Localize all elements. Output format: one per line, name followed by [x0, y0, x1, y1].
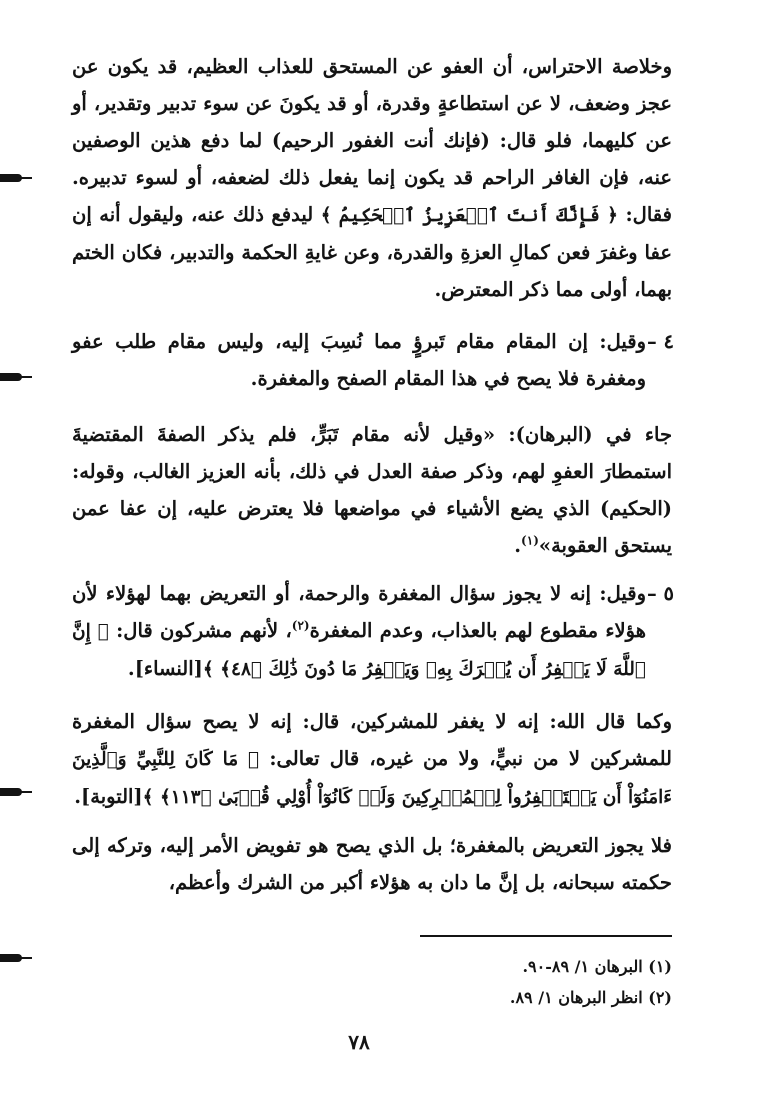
item-number: ٥ –: [646, 582, 674, 605]
item-text: وقيل: إن المقام مقام تَبرؤٍ مما نُسِبَ إليه، وليس مقام طلب عفو ومغفرة فلا يصح في هذا المقام الصفح والمغفرة.: [72, 330, 646, 390]
margin-mark: [0, 373, 22, 381]
quran-verse: ﴿ فَإِنَّكَ أَنتَ ٱلۡعَزِيزُ ٱلۡحَكِيمُ ﴾: [320, 205, 618, 226]
list-item-4: [72, 323, 672, 397]
margin-mark: [0, 174, 22, 182]
margin-mark: [0, 788, 22, 796]
paragraph-text: ليدفع ذلك عنه، وليقول أنه إن عفا وغفرَ فعن كمالِ العزةِ والقدرة، وعن غايةِ الحكمة والتدبير، فكان الختم بهما، أولى مما ذكر المعترض.: [72, 203, 672, 301]
footnote-divider: [420, 935, 672, 937]
item-number: ٤ –: [646, 330, 674, 353]
quran-verse: ﴿ إِنَّ ٱللَّهَ لَا يَغۡفِرُ أَن يُشۡرَكَ بِهِۦ وَيَغۡفِرُ مَا دُونَ ذَٰلِكَ ﴿٤٨﴾ ﴾: [72, 621, 646, 680]
margin-mark: [0, 954, 22, 962]
paragraph-text: جاء في (البرهان): «وقيل لأنه مقام تَبَرٍّ، فلم يذكر الصفةَ المقتضيةَ استمطارَ العفوِ لهم، وذكر صفة العدل في ذلك، بأنه العزيز الغالب، وقوله: (الحكيم) الذي يضع الأشياء في مواضعها فلا يعترض عليه، إن عفا عمن يستحق العقوبة»: [72, 423, 672, 557]
page-number: ٧٨: [348, 1030, 370, 1054]
quran-verse: ﴿ مَا كَانَ لِلنَّبِيِّ وَٱلَّذِينَ ءَامَنُوٓاْ أَن يَسۡتَغۡفِرُواْ لِلۡمُشۡرِكِينَ وَلَوۡ كَانُوٓاْ أُوْلِي قُرۡبَىٰ ﴿١١٣﴾ ﴾: [72, 749, 672, 808]
paragraph-text: .: [514, 534, 522, 557]
footnote-1: (١) البرهان ١/ ٨٩-٩٠.: [522, 957, 672, 976]
paragraph-no-forgiveness-for-polytheists: [72, 703, 672, 816]
footnote-ref[interactable]: (٢): [291, 618, 310, 633]
sura-reference: [النساء].: [127, 657, 203, 680]
paragraph-text: فلا يجوز التعريض بالمغفرة؛ بل الذي يصح هو تفويض الأمر إليه، وتركه إلى حكمته سبحانه، بل إنَّ ما دان به هؤلاء أكبر من الشرك وأعظم،: [72, 834, 672, 894]
paragraph-safeguard-summary: [72, 48, 672, 308]
sura-reference: [التوبة].: [74, 785, 143, 808]
footnote-2: (٢) انظر البرهان ١/ ٨٩.: [509, 988, 672, 1007]
footnote-ref[interactable]: (١): [521, 533, 539, 548]
list-item-5: [72, 575, 672, 688]
paragraph-text: وخلاصة الاحتراس، أن العفو عن المستحق للعذاب العظيم، قد يكون عن عجز وضعف، لا عن استطاعةٍ وقدرة، أو قد يكونَ عن سوء تدبير وتقدير، أو عن كليهما، فلو قال: (فإنك أنت الغفور الرحيم) لما دفع هذين الوصفين عنه، فإن الغافر الراحم قد يكون إنما يفعل ذلك لضعفه، أو لسوء تدبيره. فقال:: [72, 55, 672, 226]
paragraph-delegation: [72, 827, 672, 901]
paragraph-text: وكما قال الله: إنه لا يغفر للمشركين، قال: إنه لا يصح سؤال المغفرة للمشركين لا من نبيٍّ، ولا من غيره، قال تعالى:: [72, 710, 672, 770]
item-text: ، لأنهم مشركون قال:: [116, 619, 292, 642]
item-text: وقيل: إنه لا يجوز سؤال المغفرة والرحمة، أو التعريض بهما لهؤلاء لأن هؤلاء مقطوع لهم بالعذاب، وعدم المغفرة: [72, 582, 646, 642]
paragraph-burhan-quote: [72, 416, 672, 564]
footnotes: [300, 951, 672, 1013]
